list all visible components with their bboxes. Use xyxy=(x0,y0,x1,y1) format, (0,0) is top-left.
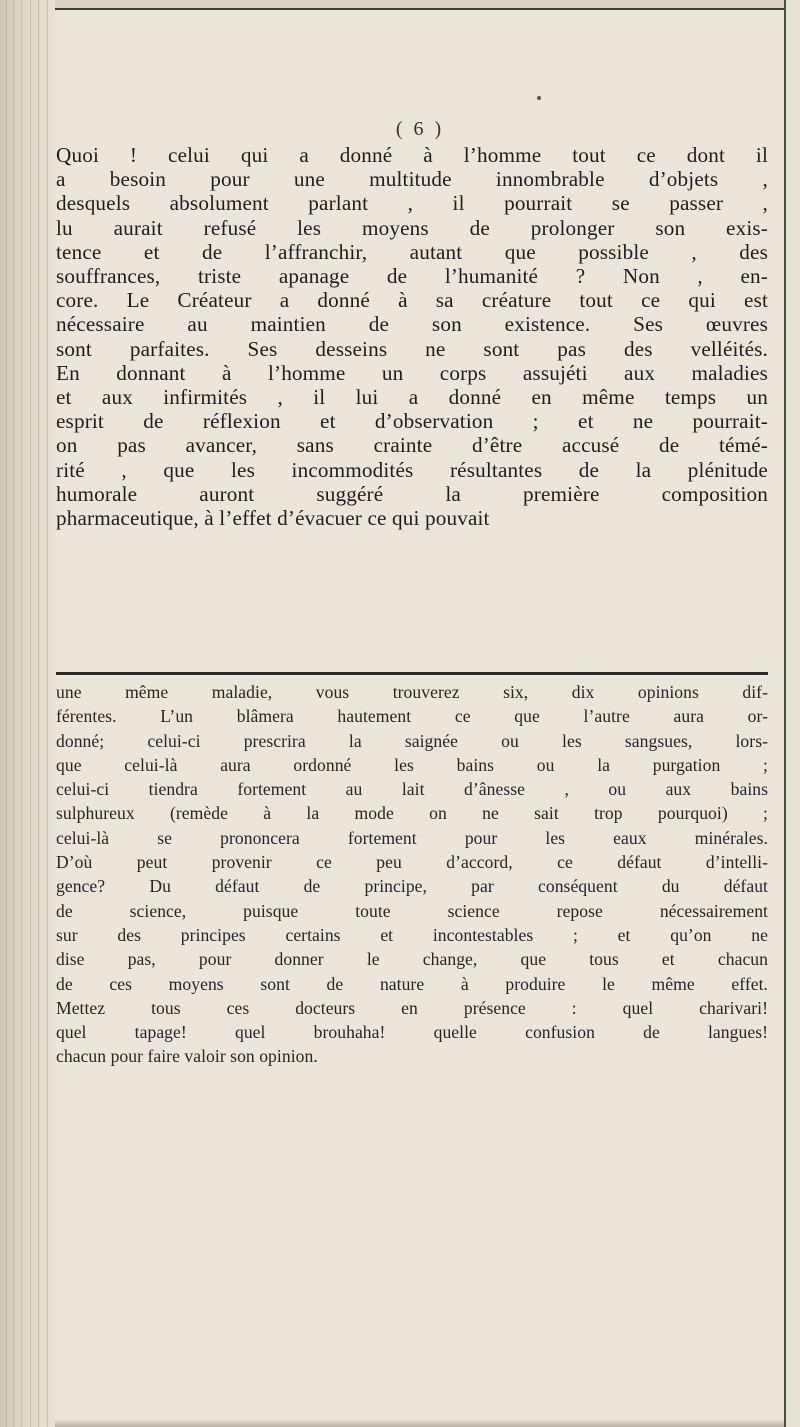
footnote-text xyxy=(56,680,768,1069)
page-top-edge xyxy=(55,0,786,10)
text-line: férentes. L’un blâmera hautement ce que l’autre aura or- xyxy=(56,706,768,727)
text-line: D’où peut provenir ce peu d’accord, ce défaut d’intelli- xyxy=(56,852,768,873)
text-line: sur des principes certains et incontestables ; et qu’on ne xyxy=(56,924,768,945)
text-line: dise pas, pour donner le change, que tous et chacun xyxy=(56,949,768,970)
text-line: une même maladie, vous trouverez six, dix opinions dif- xyxy=(56,682,768,702)
text-line: En donnant à l’homme un corps assujéti aux maladies xyxy=(56,360,768,385)
text-line: celui-là se prononcera fortement pour les eaux minérales. xyxy=(56,827,768,848)
text-line: nécessaire au maintien de son existence. Ses œuvres xyxy=(56,312,768,337)
text-line: celui-ci tiendra fortement au lait d’ânesse , ou aux bains xyxy=(56,779,768,800)
text-line: on pas avancer, sans crainte d’être accusé de témé- xyxy=(56,433,768,458)
page-number: ( 6 ) xyxy=(395,118,445,140)
text-line: rité , que les incommodités résultantes de la plénitude xyxy=(56,457,768,482)
text-line: a besoin pour une multitude innombrable d’objets , xyxy=(56,167,768,192)
text-line: esprit de réflexion et d’observation ; et ne pourrait- xyxy=(56,409,768,434)
text-line: desquels absolument parlant , il pourrait se passer , xyxy=(56,191,768,216)
main-body-text xyxy=(56,143,768,530)
text-line: quel tapage! quel brouhaha! quelle confusion de langues! xyxy=(56,1022,768,1043)
page-bottom-shadow xyxy=(55,1419,786,1427)
text-line: donné; celui-ci prescrira la saignée ou les sangsues, lors- xyxy=(56,730,768,751)
text-line: Mettez tous ces docteurs en présence : quel charivari! xyxy=(56,997,768,1018)
page-binding-edge xyxy=(0,0,55,1427)
text-line: lu aurait refusé les moyens de prolonger son exis- xyxy=(56,215,768,240)
text-line: de science, puisque toute science repose nécessairement xyxy=(56,900,768,921)
ink-dot xyxy=(537,96,541,100)
text-line: gence? Du défaut de principe, par conséquent du défaut xyxy=(56,876,768,897)
text-line: pharmaceutique, à l’effet d’évacuer ce qui pouvait xyxy=(56,506,490,531)
text-line: core. Le Créateur a donné à sa créature tout ce qui est xyxy=(56,288,768,313)
footnote-separator-rule xyxy=(56,672,768,675)
text-line: Quoi ! celui qui a donné à l’homme tout ce dont il xyxy=(56,143,768,167)
text-line: que celui-là aura ordonné les bains ou la purgation ; xyxy=(56,754,768,775)
page-right-edge xyxy=(784,0,800,1427)
text-line: sulphureux (remède à la mode on ne sait trop pourquoi) ; xyxy=(56,803,768,824)
text-line: de ces moyens sont de nature à produire le même effet. xyxy=(56,973,768,994)
text-line: tence et de l’affranchir, autant que possible , des xyxy=(56,239,768,264)
text-line: sont parfaites. Ses desseins ne sont pas des velléités. xyxy=(56,336,768,361)
text-line: chacun pour faire valoir son opinion. xyxy=(56,1046,318,1067)
text-line: et aux infirmités , il lui a donné en même temps un xyxy=(56,385,768,410)
text-line: humorale auront suggéré la première composition xyxy=(56,481,768,506)
text-line: souffrances, triste apanage de l’humanité ? Non , en- xyxy=(56,264,768,289)
